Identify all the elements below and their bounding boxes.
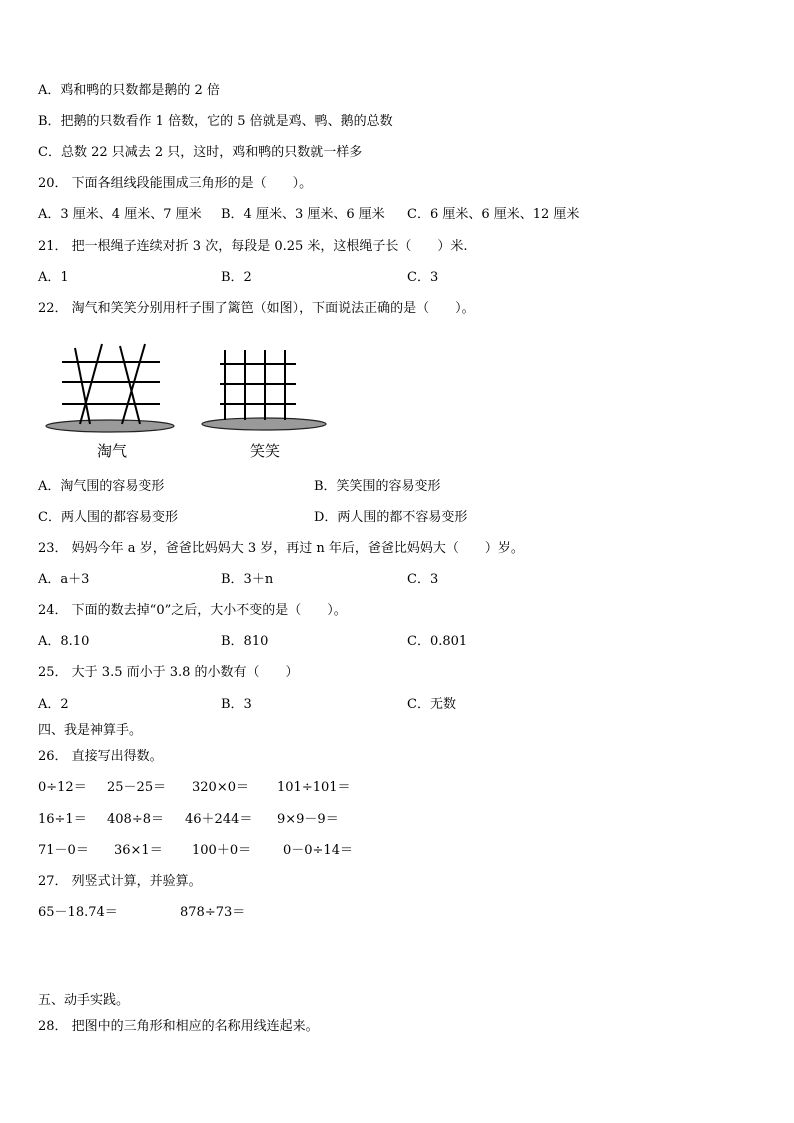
q27-expr-1: 65－18.74＝ [38,905,118,920]
q24-option-c: C．0.801 [407,634,468,649]
q20-option-b: B．4 厘米、3 厘米、6 厘米 [221,207,385,222]
q21-option-c: C．3 [407,270,439,285]
q25-option-c: C．无数 [407,697,456,712]
q27-expr-2: 878÷73＝ [180,905,246,920]
q24-option-a: A．8.10 [38,634,90,649]
q26-r1-c3: 320×0＝ [192,780,249,795]
q26-r2-c3: 46＋244＝ [185,812,253,827]
q23-stem: 23． 妈妈今年 a 岁，爸爸比妈妈大 3 岁，再过 n 年后，爸爸比妈妈大（ ）岁。 [38,541,524,556]
fence-figure-xiaoxiao [200,340,330,435]
fence-caption-xiaoxiao: 笑笑 [250,442,281,460]
q22-option-c: C．两人围的都容易变形 [38,510,178,525]
q23-option-a: A．a＋3 [38,572,90,587]
q22-option-a: A．淘气围的容易变形 [38,479,165,494]
q21-stem: 21． 把一根绳子连续对折 3 次，每段是 0.25 米，这根绳子长（ ）米. [38,239,468,254]
q20-option-c: C．6 厘米、6 厘米、12 厘米 [407,207,580,222]
q24-stem: 24． 下面的数去掉“0”之后，大小不变的是（ ）。 [38,603,347,618]
fence-figure-taoqi [40,340,180,435]
q20-stem: 20． 下面各组线段能围成三角形的是（ ）。 [38,176,313,191]
section-4-heading: 四、我是神算手。 [38,723,143,738]
q25-stem: 25． 大于 3.5 而小于 3.8 的小数有（ ） [38,665,299,680]
q25-option-a: A．2 [38,697,69,712]
q23-option-c: C．3 [407,572,439,587]
q26-r1-c1: 0÷12＝ [38,780,87,795]
q26-r1-c4: 101÷101＝ [277,780,351,795]
q26-r3-c1: 71－0＝ [38,843,89,858]
q23-option-b: B．3＋n [221,572,274,587]
q26-r3-c3: 100＋0＝ [192,843,252,858]
q26-r1-c2: 25－25＝ [107,780,167,795]
q21-option-a: A．1 [38,270,69,285]
section-5-heading: 五、动手实践。 [38,993,130,1008]
q27-stem: 27． 列竖式计算，并验算。 [38,874,202,889]
q26-r2-c1: 16÷1＝ [38,812,87,827]
q22-option-d: D．两人围的都不容易变形 [314,510,468,525]
q19-option-c: C．总数 22 只减去 2 只，这时，鸡和鸭的只数就一样多 [38,145,363,160]
q24-option-b: B．810 [221,634,269,649]
q19-option-a: A．鸡和鸭的只数都是鹅的 2 倍 [38,83,220,98]
q28-stem: 28． 把图中的三角形和相应的名称用线连起来。 [38,1019,319,1034]
q22-stem: 22． 淘气和笑笑分别用杆子围了篱笆（如图），下面说法正确的是（ ）。 [38,301,475,316]
q21-option-b: B．2 [221,270,252,285]
q26-r3-c2: 36×1＝ [114,843,163,858]
q20-option-a: A．3 厘米、4 厘米、7 厘米 [38,207,202,222]
q26-stem: 26． 直接写出得数。 [38,749,163,764]
q26-r2-c2: 408÷8＝ [107,812,164,827]
fence-caption-taoqi: 淘气 [97,442,128,460]
q19-option-b: B．把鹅的只数看作 1 倍数，它的 5 倍就是鸡、鸭、鹅的总数 [38,114,393,129]
q25-option-b: B．3 [221,697,252,712]
q26-r3-c4: 0－0÷14＝ [283,843,353,858]
q26-r2-c4: 9×9－9＝ [277,812,339,827]
q22-option-b: B．笑笑围的容易变形 [314,479,441,494]
